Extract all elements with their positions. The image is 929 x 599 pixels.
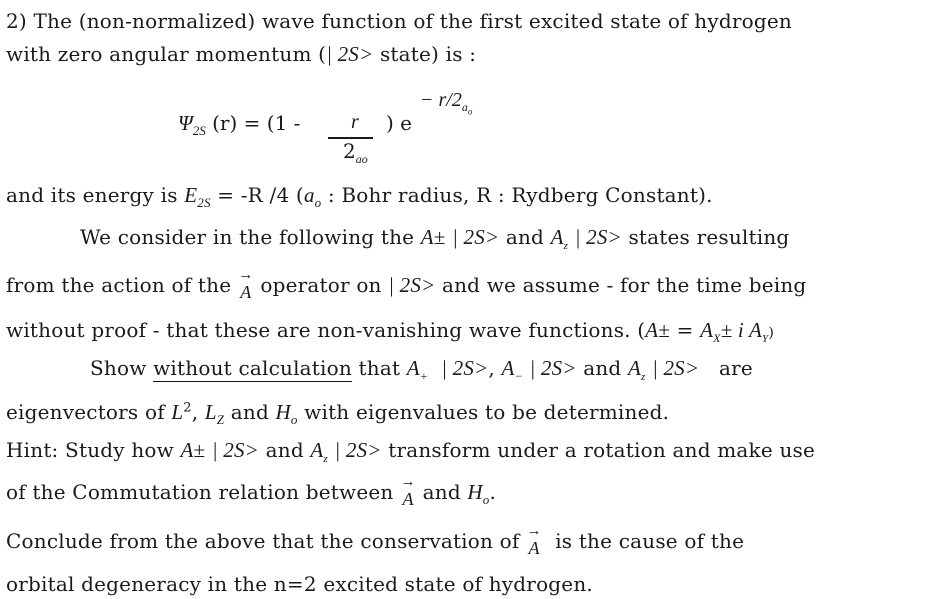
fraction-denominator — [343, 139, 368, 166]
text: ) — [768, 325, 774, 341]
text: states resulting — [621, 225, 790, 249]
energy-symbol: E — [184, 183, 198, 207]
text: eigenvectors of — [6, 400, 172, 424]
eq-close: ) e — [386, 111, 412, 135]
text: that — [351, 356, 407, 380]
text: and — [576, 356, 628, 380]
line-10 — [6, 474, 497, 511]
ket-2s: | 2S> — [334, 438, 382, 462]
text: and — [224, 400, 276, 424]
line-1: 2) The (non-normalized) wave function of the first excited state of hydrogen — [6, 9, 793, 33]
a-plus-minus: A± — [420, 225, 446, 249]
text: and — [259, 438, 311, 462]
line-2 — [6, 42, 476, 66]
ket-2s: | 2S> — [388, 273, 436, 297]
line-7 — [90, 356, 753, 383]
text: and its energy is — [6, 183, 185, 207]
energy-subscript: 2S — [197, 195, 211, 210]
ket-2s: | 2S> — [652, 356, 700, 380]
ket-2s: | 2S> — [452, 225, 500, 249]
text: : Bohr radius, R : Rydberg Constant). — [321, 183, 713, 207]
a-z-subscript: z — [641, 371, 646, 383]
l-symbol: L — [171, 400, 184, 424]
text: are — [718, 356, 753, 380]
a-plus: A — [406, 356, 420, 380]
psi-symbol: Ψ — [178, 111, 193, 135]
eq-lhs: (r) = (1 - — [205, 111, 301, 135]
plus-minus-i: ± i — [720, 318, 749, 342]
wavefunction-equation — [178, 111, 300, 136]
a-plus-subscript: + — [419, 369, 429, 383]
a-minus-subscript: − — [514, 369, 523, 383]
h-symbol: H — [467, 480, 483, 504]
text: Conclude from the above that the conservation of — [6, 529, 520, 553]
text: Show — [90, 356, 147, 380]
a-y: A — [748, 318, 762, 342]
ket-2s: | 2S> — [441, 356, 489, 380]
exp-sub: a — [461, 100, 468, 114]
text: operator on — [260, 273, 389, 297]
exp-text: − r/2 — [420, 89, 462, 111]
text: transform under a rotation and make use — [381, 438, 816, 462]
vector-a-letter: A — [240, 282, 252, 302]
line-12: orbital degeneracy in the n=2 excited state of hydrogen. — [6, 572, 593, 596]
text: and — [499, 225, 551, 249]
text: with zero angular momentum ( — [6, 42, 327, 66]
ket-2s: | 2S> — [574, 225, 622, 249]
text: is the cause of the — [555, 529, 745, 553]
a-plus-minus: A± — [645, 318, 671, 342]
a-x: A — [700, 318, 714, 342]
exp-subsub: o — [467, 106, 473, 117]
a-z: A — [310, 438, 324, 462]
a-plus-minus: A± — [180, 438, 206, 462]
h-symbol: H — [275, 400, 291, 424]
a-minus: A — [501, 356, 515, 380]
ket-2s: | 2S> — [211, 438, 260, 462]
text: state) is : — [373, 42, 477, 66]
text: with eigenvalues to be determined. — [297, 400, 670, 424]
a-z: A — [550, 225, 564, 249]
bohr-subscript: o — [314, 195, 322, 210]
ket-2s: | 2S> — [326, 42, 374, 66]
line-3 — [6, 183, 713, 210]
l-squared: 2 — [183, 400, 192, 416]
den-subscript: ao — [355, 152, 368, 166]
a-x-subscript: X — [713, 331, 721, 345]
line-4 — [80, 225, 790, 252]
lz-subscript: Z — [216, 412, 225, 427]
a-z-subscript: z — [563, 240, 569, 252]
den-two: 2 — [343, 139, 356, 163]
a-z-subscript: z — [323, 453, 328, 465]
ket-2s: | 2S> — [529, 356, 577, 380]
text: and — [422, 480, 468, 504]
psi-subscript: 2S — [192, 123, 206, 138]
vector-a — [526, 523, 542, 560]
text: Hint: Study how — [6, 438, 181, 462]
line-8: eigenvectors of $L^2$, $L_Z$ and $H_o$ with eigenvalues to be determined. — [6, 400, 670, 427]
underlined-phrase: without calculation — [153, 356, 352, 380]
a-y-subscript: Y — [762, 333, 769, 345]
text: without proof - that these are non-vanishing wave functions. ( — [6, 318, 646, 342]
text: . — [489, 480, 497, 504]
vector-arrow-icon: → — [400, 474, 416, 490]
vector-a-letter: A — [528, 538, 540, 558]
vector-arrow-icon: → — [238, 267, 254, 283]
text: from the action of the — [6, 273, 232, 297]
text: We consider in the following the — [80, 225, 421, 249]
text: = -R /4 ( — [210, 183, 304, 207]
vector-a — [238, 267, 254, 304]
vector-arrow-icon: → — [526, 523, 542, 539]
a-z: A — [627, 356, 642, 380]
h-subscript: o — [290, 412, 298, 427]
line-5 — [6, 267, 807, 304]
line-6 — [6, 318, 774, 345]
text: of the Commutation relation between — [6, 480, 394, 504]
vector-a-letter: A — [402, 489, 414, 509]
bohr-symbol: a — [303, 183, 315, 207]
vector-a — [400, 474, 416, 511]
text: , — [488, 356, 502, 380]
text: = — [670, 318, 701, 342]
h-subscript: o — [482, 492, 490, 507]
lz-symbol: L — [204, 400, 217, 424]
line-9 — [6, 438, 816, 465]
text: and we assume - for the time being — [435, 273, 807, 297]
exponent — [420, 89, 473, 117]
fraction-numerator: r — [351, 111, 359, 133]
line-11 — [6, 523, 745, 560]
